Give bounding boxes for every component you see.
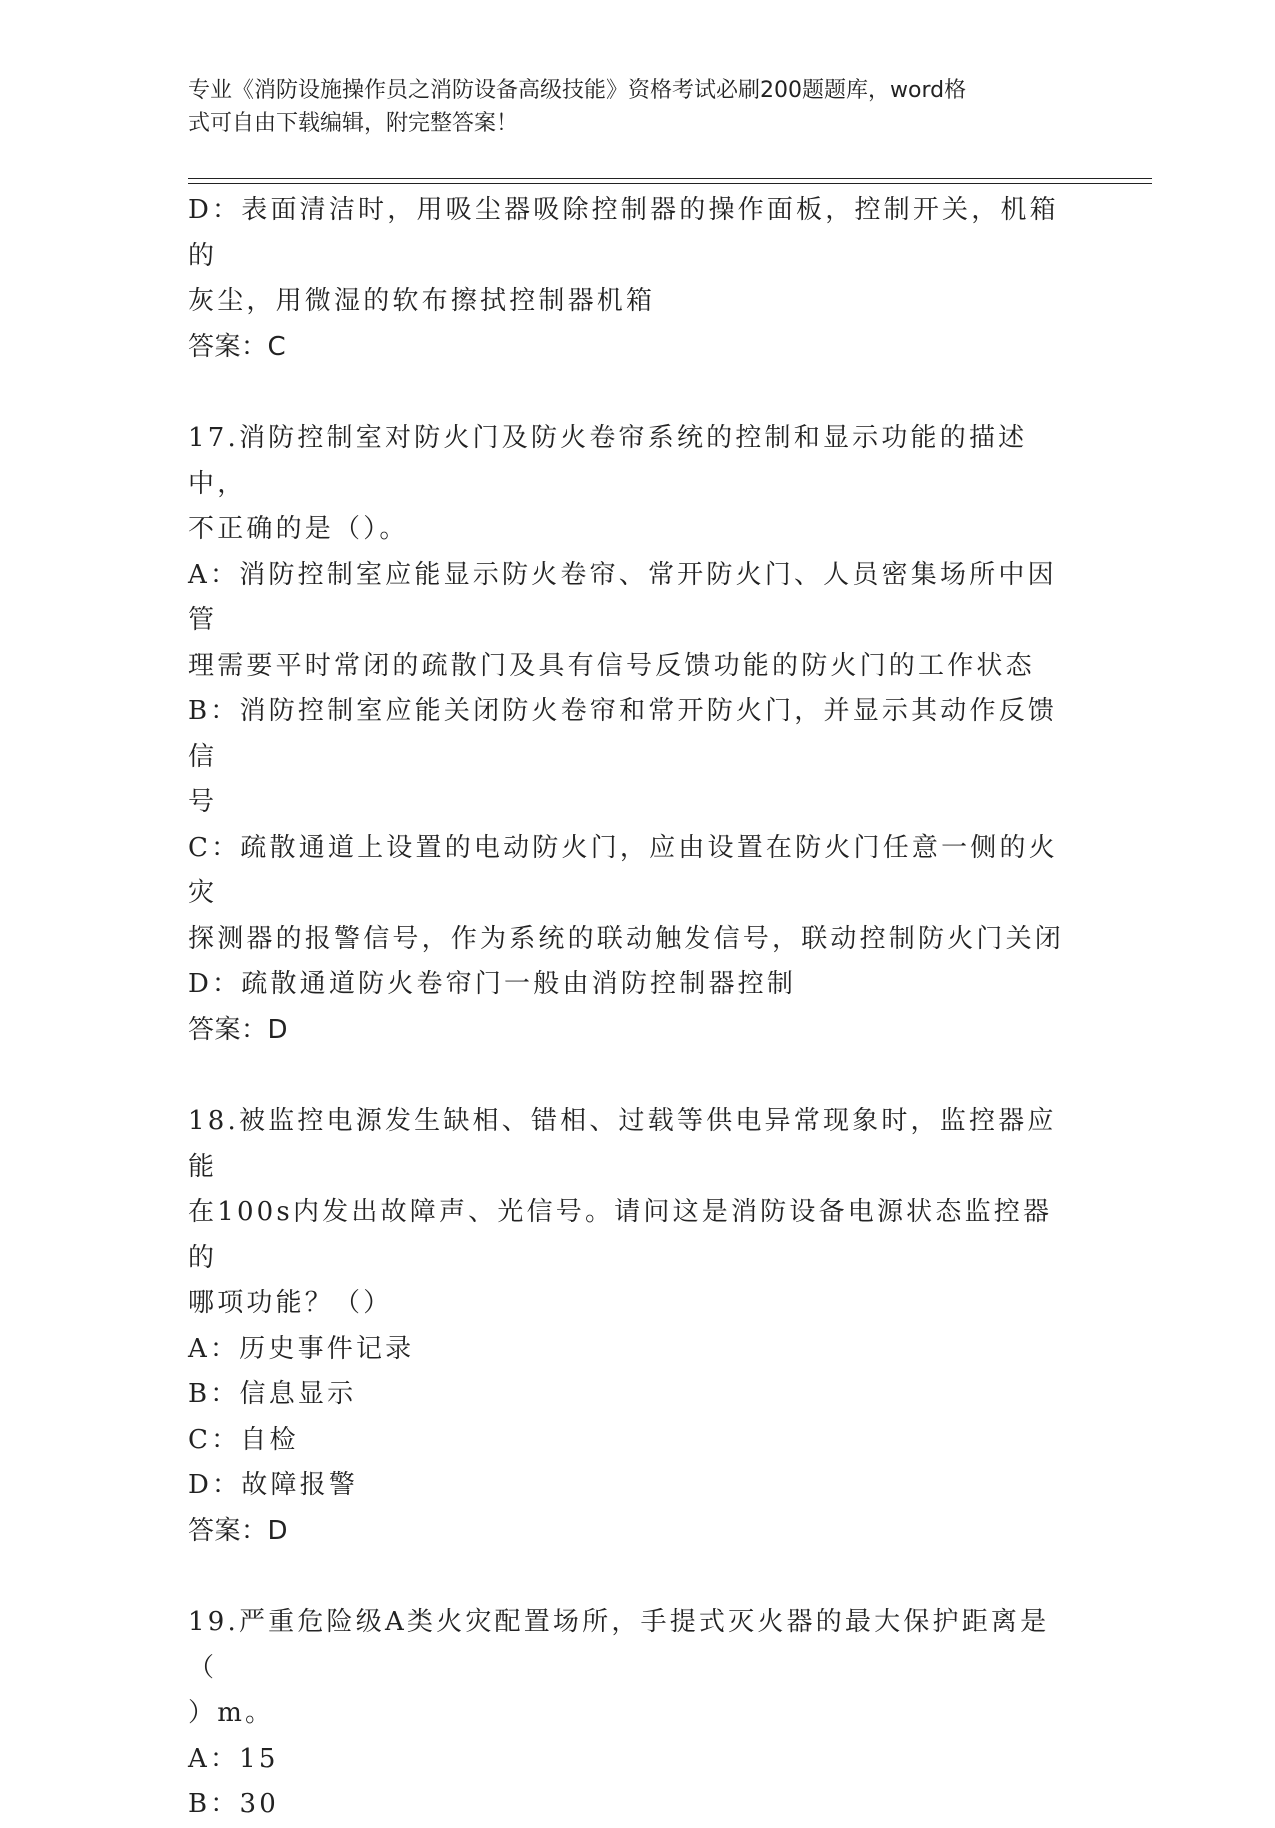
question-18 bbox=[188, 1099, 1078, 1554]
q18-stem-line-3: 哪项功能？（） bbox=[188, 1288, 393, 1318]
q17-option-a-line-2: 理需要平时常闭的疏散门及具有信号反馈功能的防火门的工作状态 bbox=[188, 650, 1035, 681]
q17-answer: 答案：D bbox=[188, 1014, 289, 1045]
q18-option-a: A：历史事件记录 bbox=[188, 1333, 415, 1364]
q17-stem-line-2: 不正确的是（）。 bbox=[188, 514, 409, 544]
spacer bbox=[188, 1554, 1078, 1600]
q18-option-d: D：故障报警 bbox=[188, 1470, 359, 1500]
q17-stem-line-1: 17.消防控制室对防火门及防火卷帘系统的控制和显示功能的描述中， bbox=[188, 423, 1028, 499]
header-line-2: 式可自由下载编辑，附完整答案！ bbox=[188, 111, 519, 136]
q18-stem-line-2: 在100s内发出故障声、光信号。请问这是消防设备电源状态监控器的 bbox=[188, 1197, 1053, 1273]
q18-option-c: C：自检 bbox=[188, 1424, 299, 1455]
q19-option-a: A：15 bbox=[188, 1743, 279, 1774]
header-line-1: 专业《消防设施操作员之消防设备高级技能》资格考试必刷200题题库，word格 bbox=[188, 78, 967, 103]
q17-option-b-line-2: 号 bbox=[188, 787, 218, 817]
spacer bbox=[188, 370, 1078, 416]
q17-option-c-line-1: C：疏散通道上设置的电动防火门，应由设置在防火门任意一侧的火灾 bbox=[188, 832, 1058, 908]
question-17 bbox=[188, 416, 1078, 1053]
q18-stem-line-1: 18.被监控电源发生缺相、错相、过载等供电异常现象时，监控器应能 bbox=[188, 1106, 1057, 1182]
document-body bbox=[188, 188, 1078, 1828]
q18-option-b: B：信息显示 bbox=[188, 1379, 357, 1409]
q19-stem-line-1: 19.严重危险级A类火灾配置场所，手提式灭火器的最大保护距离是（ bbox=[188, 1607, 1050, 1683]
spacer bbox=[188, 1053, 1078, 1099]
q18-answer: 答案：D bbox=[188, 1515, 289, 1546]
q17-option-d-line-1: D：疏散通道防火卷帘门一般由消防控制器控制 bbox=[188, 969, 797, 999]
q17-option-b-line-1: B：消防控制室应能关闭防火卷帘和常开防火门，并显示其动作反馈信 bbox=[188, 696, 1058, 772]
q19-option-b: B：30 bbox=[188, 1789, 279, 1819]
q16-option-d-line-1: D：表面清洁时，用吸尘器吸除控制器的操作面板，控制开关，机箱的 bbox=[188, 195, 1059, 271]
q19-stem-line-2: ）m。 bbox=[188, 1698, 275, 1728]
q16-answer: 答案：C bbox=[188, 331, 287, 362]
q16-option-d-line-2: 灰尘，用微湿的软布擦拭控制器机箱 bbox=[188, 286, 656, 316]
document-header bbox=[188, 74, 1078, 140]
header-divider-top bbox=[188, 178, 1152, 179]
q17-option-c-line-2: 探测器的报警信号，作为系统的联动触发信号，联动控制防火门关闭 bbox=[188, 923, 1065, 954]
question-19 bbox=[188, 1600, 1078, 1828]
q17-option-a-line-1: A：消防控制室应能显示防火卷帘、常开防火门、人员密集场所中因管 bbox=[188, 559, 1057, 635]
question-16-tail bbox=[188, 188, 1078, 370]
header-divider-bottom bbox=[188, 183, 1152, 184]
